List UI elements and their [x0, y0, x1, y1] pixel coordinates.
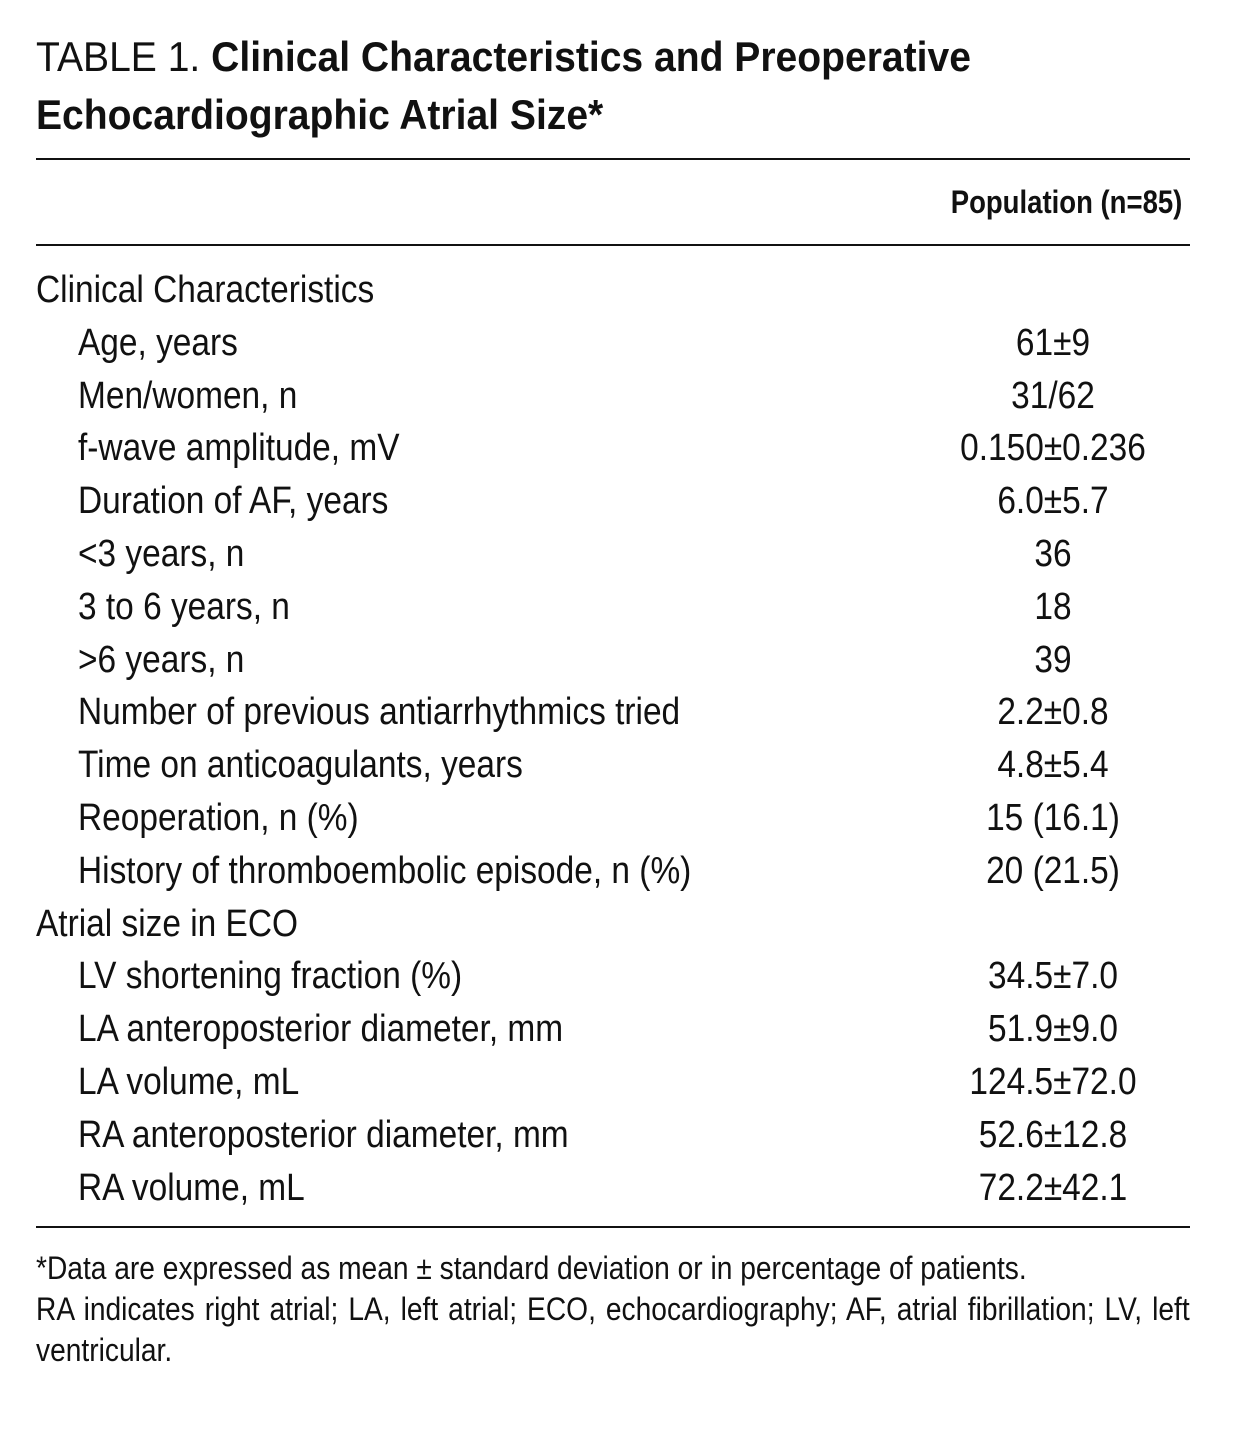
row-value: 4.8±5.4 — [997, 744, 1109, 787]
row-label: Number of previous antiarrhythmics tried — [78, 691, 681, 734]
row-value: 51.9±9.0 — [988, 1008, 1118, 1051]
row-label: Time on anticoagulants, years — [78, 744, 523, 787]
table-body — [36, 246, 1190, 1226]
table-label: TABLE 1. — [36, 33, 201, 80]
row-label: LA anteroposterior diameter, mm — [78, 1008, 564, 1051]
row-value: 52.6±12.8 — [978, 1113, 1128, 1156]
row-value: 72.2±42.1 — [978, 1166, 1128, 1209]
section-heading-row — [36, 898, 1190, 951]
table-heading-line2: Echocardiographic Atrial Size* — [36, 91, 604, 138]
row-value: 36 — [1034, 532, 1072, 575]
row-value: 18 — [1034, 585, 1072, 628]
table-row — [36, 792, 1190, 845]
row-value: 124.5±72.0 — [969, 1060, 1137, 1103]
table-title — [36, 28, 1109, 144]
column-header-row — [36, 160, 1190, 244]
table-row — [36, 528, 1190, 581]
table-row — [36, 739, 1190, 792]
row-label: Duration of AF, years — [78, 480, 389, 523]
table-container — [36, 28, 1190, 1371]
bottom-rule — [36, 1226, 1190, 1228]
row-value: 31/62 — [1011, 374, 1095, 417]
row-value: 15 (16.1) — [986, 796, 1120, 839]
row-label: <3 years, n — [78, 532, 245, 575]
table-row — [36, 634, 1190, 687]
row-label: Age, years — [78, 321, 238, 364]
row-label: Reoperation, n (%) — [78, 796, 359, 839]
table-row — [36, 950, 1190, 1003]
row-value: 6.0±5.7 — [997, 480, 1109, 523]
row-value: 39 — [1034, 638, 1072, 681]
row-label: RA volume, mL — [78, 1166, 305, 1209]
row-label: f-wave amplitude, mV — [78, 427, 400, 470]
row-label: Men/women, n — [78, 374, 298, 417]
row-label: 3 to 6 years, n — [78, 585, 290, 628]
table-row — [36, 475, 1190, 528]
footnotes — [36, 1248, 1190, 1371]
section-heading-row — [36, 264, 1190, 317]
table-row — [36, 370, 1190, 423]
row-value: 61±9 — [1015, 321, 1091, 364]
row-value: 20 (21.5) — [986, 849, 1120, 892]
row-value: 2.2±0.8 — [997, 691, 1109, 734]
column-header: Population (n=85) — [950, 184, 1182, 220]
row-value: 0.150±0.236 — [960, 427, 1146, 470]
table-row — [36, 686, 1190, 739]
section-heading: Clinical Characteristics — [36, 269, 375, 311]
row-label: LA volume, mL — [78, 1060, 300, 1103]
footnote-abbreviations: RA indicates right atrial; LA, left atrial; ECO, echocardiography; AF, atrial fibrillation; LV, left ventricular. — [36, 1291, 1190, 1369]
table-heading-line1: Clinical Characteristics and Preoperative — [211, 33, 971, 80]
table-row — [36, 1056, 1190, 1109]
table-row — [36, 845, 1190, 898]
table-row — [36, 1003, 1190, 1056]
row-label: >6 years, n — [78, 638, 245, 681]
row-value: 34.5±7.0 — [988, 955, 1118, 998]
row-label: History of thromboembolic episode, n (%) — [78, 849, 692, 892]
table-row — [36, 1162, 1190, 1215]
table-row — [36, 1109, 1190, 1162]
table-row — [36, 581, 1190, 634]
table-row — [36, 422, 1190, 475]
footnote-data-expression: *Data are expressed as mean ± standard deviation or in percentage of patients. — [36, 1250, 1027, 1287]
row-label: LV shortening fraction (%) — [78, 955, 463, 998]
row-label: RA anteroposterior diameter, mm — [78, 1113, 569, 1156]
table-row — [36, 317, 1190, 370]
section-heading: Atrial size in ECO — [36, 902, 299, 945]
